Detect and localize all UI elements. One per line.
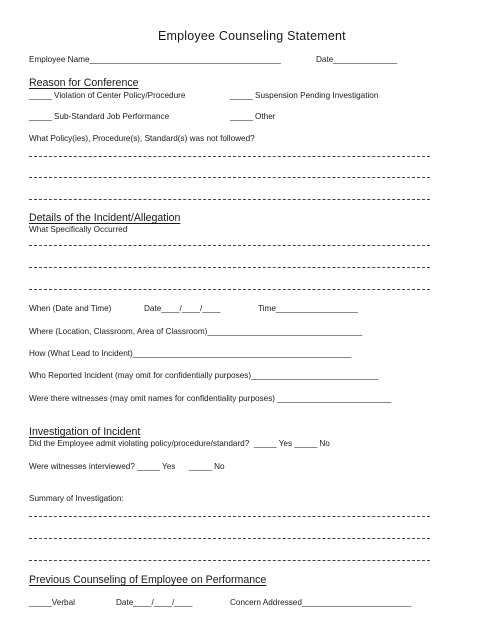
investigation-heading: Investigation of Incident: [29, 426, 141, 438]
employee-name-field[interactable]: Employee Name__________________________________________: [29, 55, 281, 64]
summary-label: Summary of Investigation:: [29, 494, 124, 503]
policy-question: What Policy(ies), Procedure(s), Standard(s) was not followed?: [29, 134, 255, 143]
answer-line[interactable]: [29, 156, 430, 157]
answer-line[interactable]: [29, 245, 430, 246]
answer-line[interactable]: [29, 199, 430, 200]
who-reported-field[interactable]: Who Reported Incident (may omit for confidentially purposes)____________________________: [29, 371, 379, 380]
previous-date-field[interactable]: Date____/____/____: [116, 598, 193, 607]
form-title: Employee Counseling Statement: [158, 29, 346, 43]
incident-time-field[interactable]: Time__________________: [258, 304, 358, 313]
details-heading: Details of the Incident/Allegation: [29, 212, 181, 224]
answer-line[interactable]: [29, 538, 430, 539]
witnesses-field[interactable]: Were there witnesses (may omit names for confidentiality purposes) _________________________: [29, 394, 392, 403]
answer-line[interactable]: [29, 177, 430, 178]
substandard-checkbox[interactable]: _____ Sub-Standard Job Performance: [29, 112, 170, 121]
answer-line[interactable]: [29, 267, 430, 268]
answer-line[interactable]: [29, 516, 430, 517]
date-field[interactable]: Date______________: [316, 55, 398, 64]
suspension-checkbox[interactable]: _____ Suspension Pending Investigation: [230, 91, 379, 100]
violation-checkbox[interactable]: _____ Violation of Center Policy/Procedure: [29, 91, 186, 100]
answer-line[interactable]: [29, 560, 430, 561]
how-field[interactable]: How (What Lead to Incident)________________________________________________: [29, 349, 352, 358]
previous-heading: Previous Counseling of Employee on Performance: [29, 574, 267, 586]
incident-date-field[interactable]: Date____/____/____: [144, 304, 221, 313]
admit-question[interactable]: Did the Employee admit violating policy/procedure/standard? _____ Yes _____ No: [29, 439, 330, 448]
where-field[interactable]: Where (Location, Classroom, Area of Classroom)__________________________________: [29, 327, 363, 336]
concern-field[interactable]: Concern Addressed________________________: [230, 598, 412, 607]
occurred-label: What Specifically Occurred: [29, 225, 128, 234]
verbal-checkbox[interactable]: _____Verbal: [29, 598, 75, 607]
reason-heading: Reason for Conference: [29, 77, 139, 89]
answer-line[interactable]: [29, 289, 430, 290]
other-checkbox[interactable]: _____ Other: [230, 112, 276, 121]
when-label: When (Date and Time): [29, 304, 112, 313]
interviewed-question[interactable]: Were witnesses interviewed? _____ Yes _____ No: [29, 462, 225, 471]
